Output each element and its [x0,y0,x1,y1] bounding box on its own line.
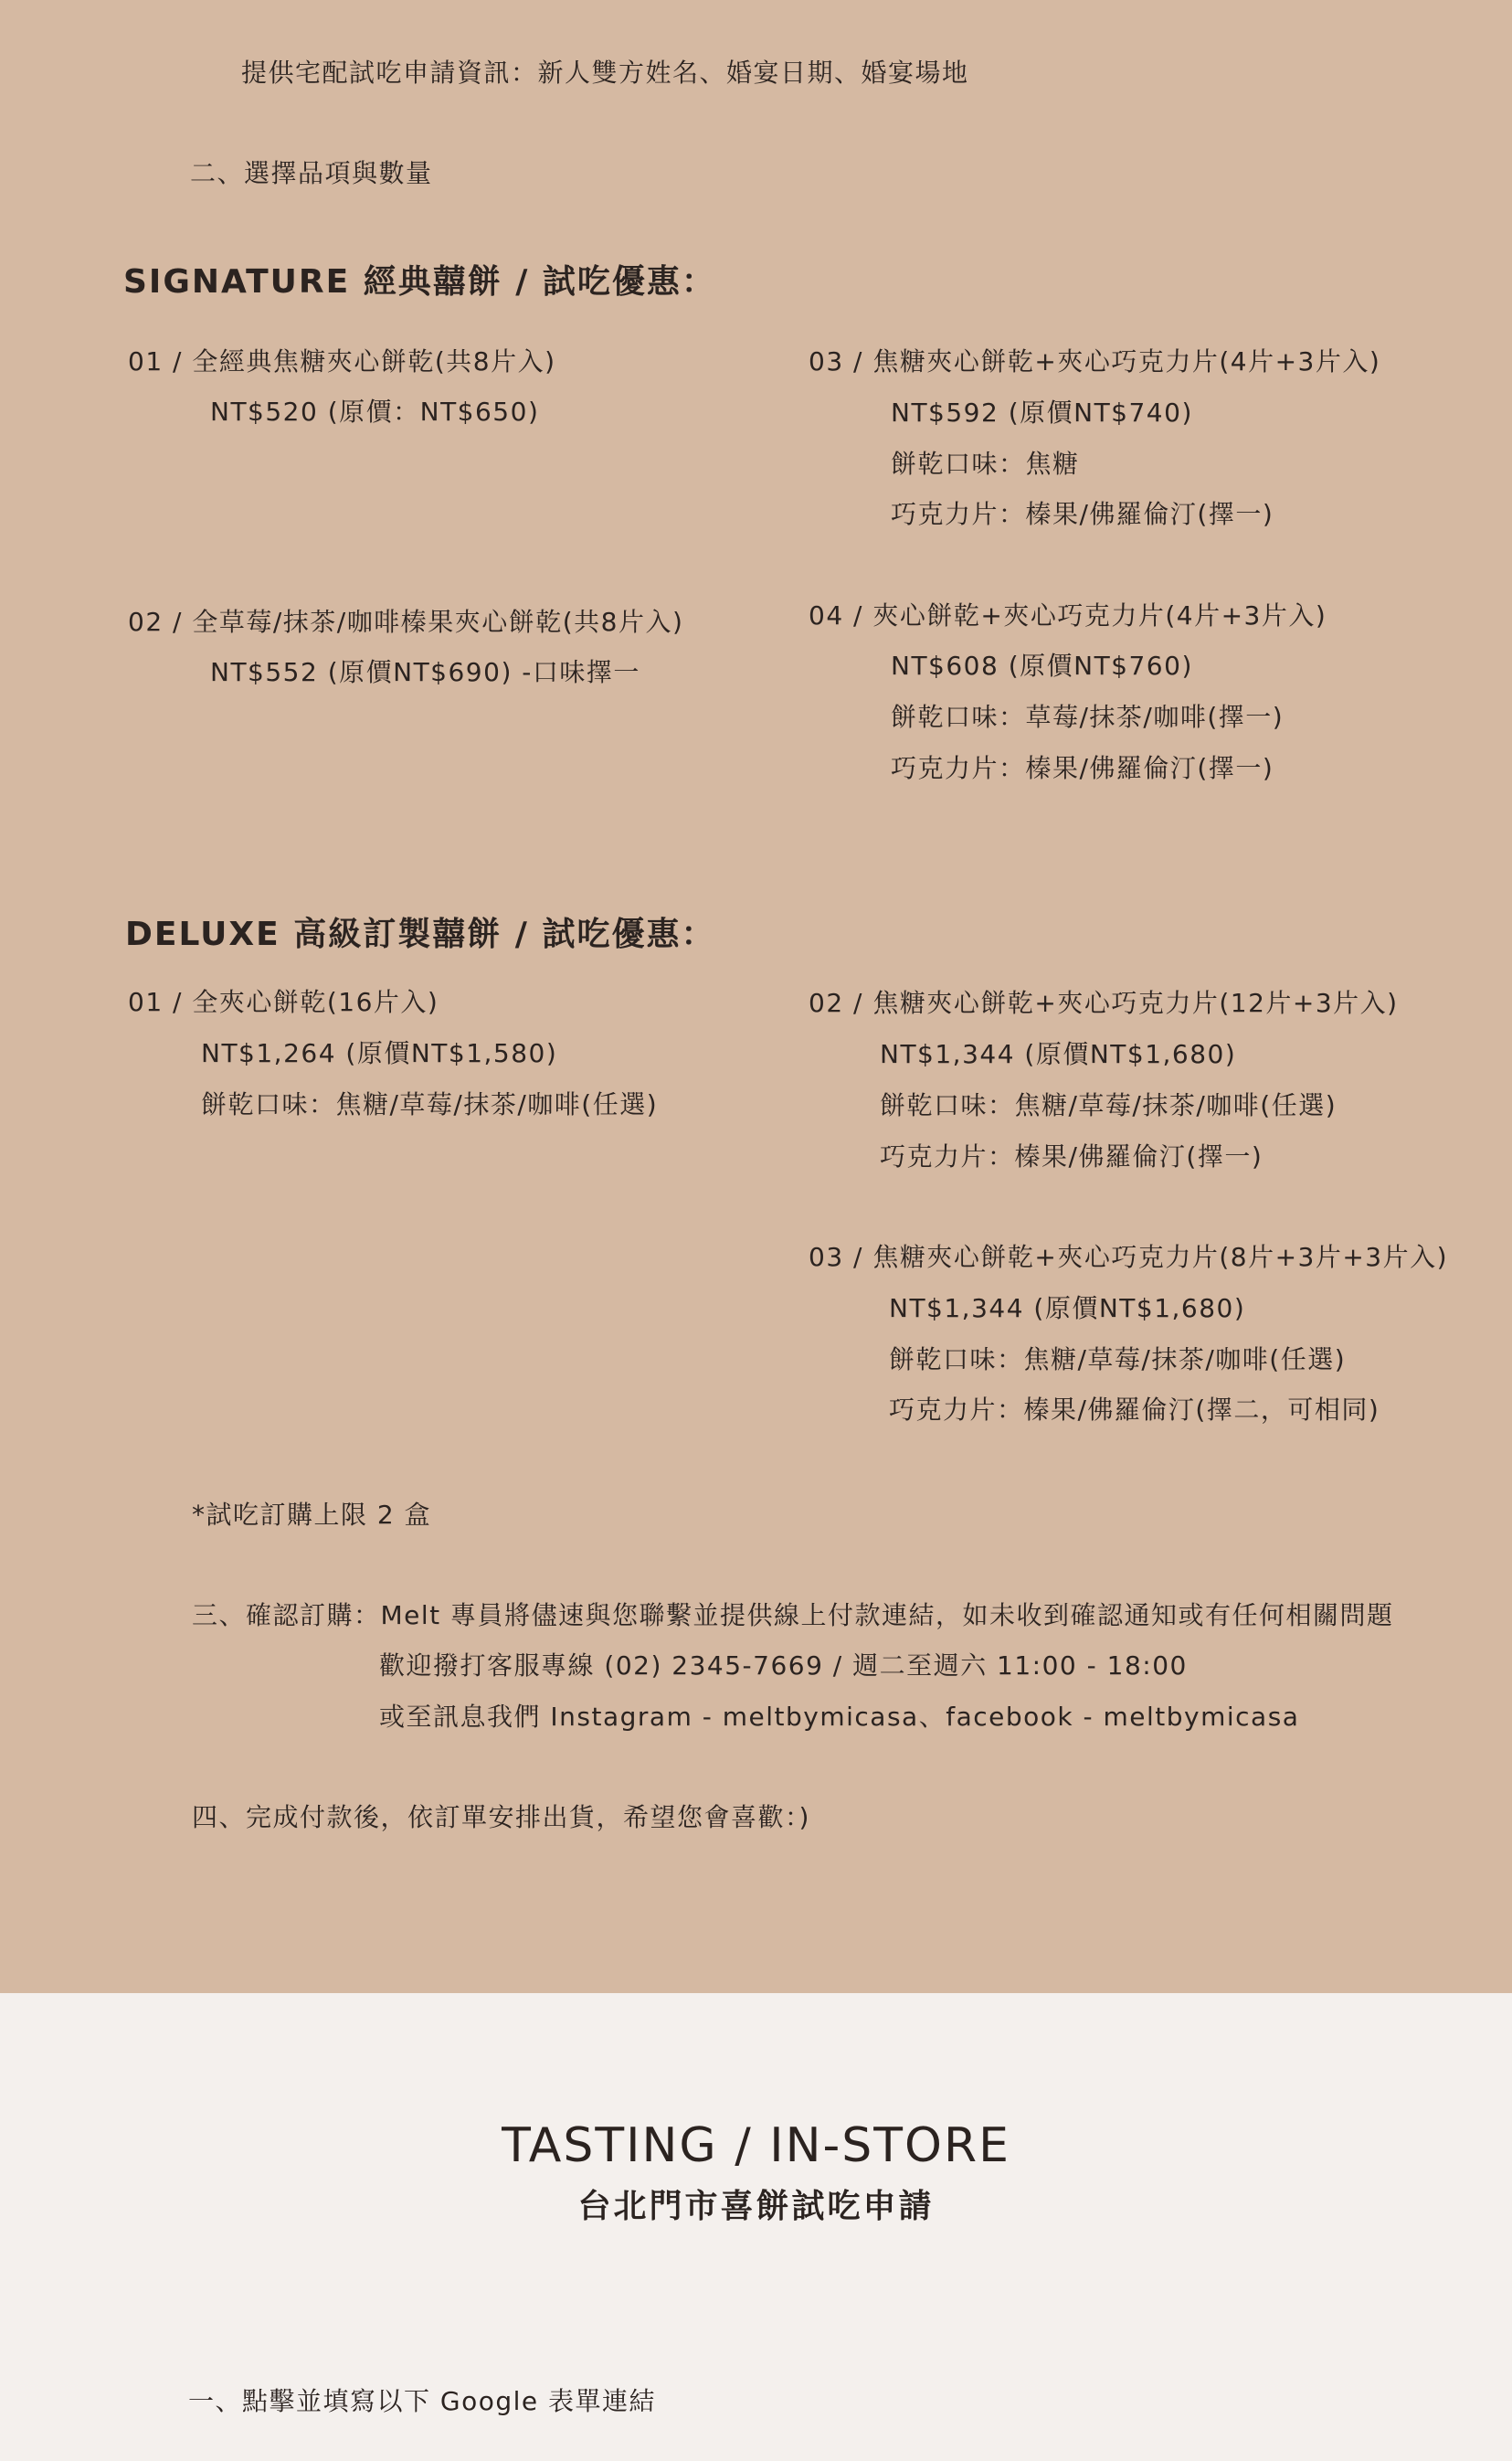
signature-item04-choco: 巧克力片：榛果/佛羅倫汀(擇一) [891,753,1274,783]
step3-line3: 或至訊息我們 Instagram - meltbymicasa、facebook - meltbymicasa [379,1702,1300,1732]
signature-item03-choco: 巧克力片：榛果/佛羅倫汀(擇一) [891,499,1274,529]
signature-item03-title: 03 / 焦糖夾心餅乾+夾心巧克力片(4片+3片入) [809,346,1381,377]
deluxe-item03-choco: 巧克力片：榛果/佛羅倫汀(擇二，可相同) [889,1395,1380,1425]
deluxe-item03-price: NT$1,344 (原價NT$1,680) [889,1293,1246,1323]
signature-item03-cookie: 餅乾口味：焦糖 [891,449,1080,479]
instore-step1: 一、點擊並填寫以下 Google 表單連結 [188,2386,657,2416]
deluxe-item01-cookie: 餅乾口味：焦糖/草莓/抹茶/咖啡(任選) [201,1089,659,1119]
signature-item02-title: 02 / 全草莓/抹茶/咖啡榛果夾心餅乾(共8片入) [128,607,684,637]
deluxe-item03-title: 03 / 焦糖夾心餅乾+夾心巧克力片(8片+3片+3片入) [809,1242,1449,1272]
deluxe-item01-price: NT$1,264 (原價NT$1,580) [201,1038,558,1068]
deluxe-heading: DELUXE 高級訂製囍餅 / 試吃優惠： [125,916,716,953]
signature-item01-price: NT$520 (原價：NT$650) [210,397,540,427]
deluxe-item01-title: 01 / 全夾心餅乾(16片入) [128,987,439,1017]
limit-note: *試吃訂購上限 2 盒 [192,1500,432,1530]
signature-item03-price: NT$592 (原價NT$740) [891,398,1193,428]
intro-line: 提供宅配試吃申請資訊：新人雙方姓名、婚宴日期、婚宴場地 [241,58,969,88]
deluxe-item03-cookie: 餅乾口味：焦糖/草莓/抹茶/咖啡(任選) [889,1344,1347,1374]
signature-item02-price: NT$552 (原價NT$690) -口味擇一 [210,657,640,687]
instore-title: TASTING / IN-STORE [502,2118,1010,2173]
deluxe-item02-cookie: 餅乾口味：焦糖/草莓/抹茶/咖啡(任選) [880,1090,1338,1120]
deluxe-item02-price: NT$1,344 (原價NT$1,680) [880,1039,1237,1069]
instore-subtitle: 台北門市喜餅試吃申請 [577,2188,935,2225]
signature-item04-cookie: 餅乾口味：草莓/抹茶/咖啡(擇一) [891,702,1285,732]
step3-line1: 三、確認訂購：Melt 專員將儘速與您聯繫並提供線上付款連結，如未收到確認通知或有任何相關問題 [192,1600,1394,1630]
step3-line2: 歡迎撥打客服專線 (02) 2345-7669 / 週二至週六 11:00 - 18:00 [379,1650,1188,1681]
step2-title: 二、選擇品項與數量 [190,158,433,188]
signature-item04-title: 04 / 夾心餅乾+夾心巧克力片(4片+3片入) [809,600,1327,631]
signature-item01-title: 01 / 全經典焦糖夾心餅乾(共8片入) [128,346,556,377]
signature-item04-price: NT$608 (原價NT$760) [891,651,1193,681]
deluxe-item02-choco: 巧克力片：榛果/佛羅倫汀(擇一) [880,1141,1264,1172]
signature-heading: SIGNATURE 經典囍餅 / 試吃優惠： [123,263,716,301]
deluxe-item02-title: 02 / 焦糖夾心餅乾+夾心巧克力片(12片+3片入) [809,988,1399,1018]
step4-title: 四、完成付款後，依訂單安排出貨，希望您會喜歡：) [192,1802,810,1832]
